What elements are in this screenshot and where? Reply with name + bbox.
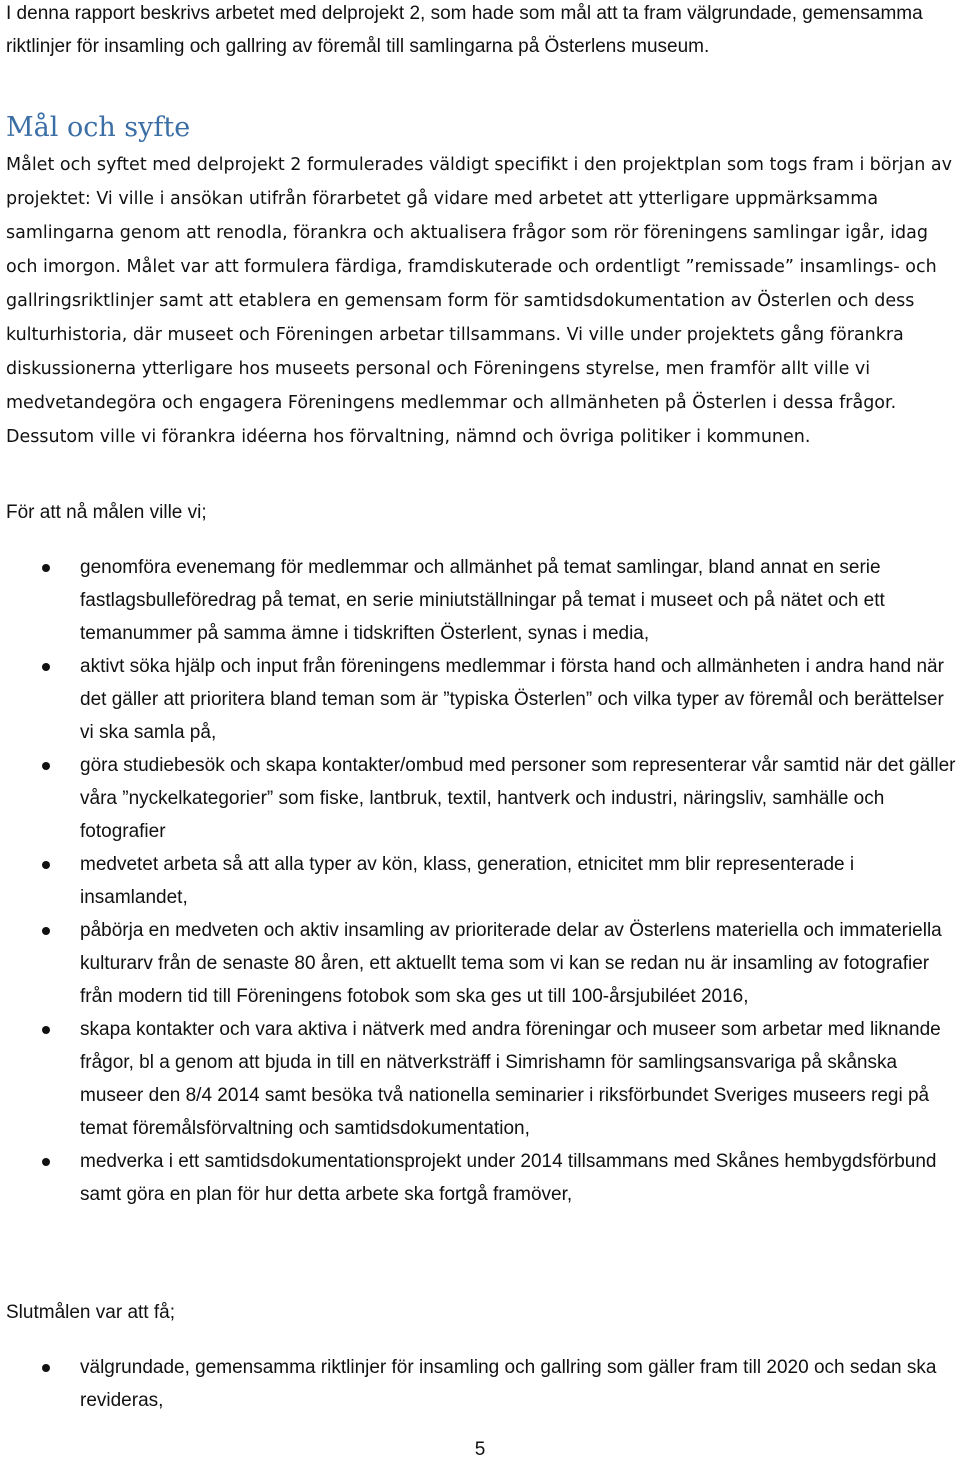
list-item: aktivt söka hjälp och input från föreningens medlemmar i första hand och allmänheten i andra hand när det gäller att prioritera bland teman som är ”typiska Österlen” och vilka typer av föremål och berättelser vi ska samla på, [0,650,960,749]
bullet-icon [42,1026,50,1034]
list-item: välgrundade, gemensamma riktlinjer för insamling och gallring som gäller fram till 2020 och sedan ska revideras, [0,1351,960,1417]
page-number: 5 [474,1439,486,1460]
bullet-icon [42,861,50,869]
means-lead: För att nå målen ville vi; [6,502,207,523]
intro-paragraph: I denna rapport beskrivs arbetet med delprojekt 2, som hade som mål att ta fram välgrundade, gemensamma riktlinjer för insamling och gallring av föremål till samlingarna på Österlens museum. [6,3,923,57]
list-item: påbörja en medveten och aktiv insamling av prioriterade delar av Österlens materiella och immateriella kulturarv från de senaste 80 åren, ett aktuellt tema som vi kan se redan nu är insamling av fotografier från modern tid till Föreningens fotobok som ska ges ut till 100-årsjubiléet 2016, [0,914,960,1013]
bullet-icon [42,663,50,671]
means-list [0,551,960,1211]
list-item: medverka i ett samtidsdokumentationsprojekt under 2014 tillsammans med Skånes hembygdsförbund samt göra en plan för hur detta arbete ska fortgå framöver, [0,1145,960,1211]
bullet-icon [42,927,50,935]
bullet-icon [42,1158,50,1166]
list-item: genomföra evenemang för medlemmar och allmänhet på temat samlingar, bland annat en serie fastlagsbulleföredrag på temat, en serie miniutställningar på temat i museet och på nätet och ett temanummer på samma ämne i tidskriften Österlent, synas i media, [0,551,960,650]
goal-paragraph-lead: Målet och syftet med delprojekt 2 formulerades väldigt specifikt i den projektplan som togs fram i [6,155,865,175]
goal-paragraph [6,148,958,454]
section-heading: Mål och syfte [6,112,191,143]
bullet-icon [42,1364,50,1372]
final-list [0,1351,960,1417]
list-item: göra studiebesök och skapa kontakter/ombud med personer som representerar vår samtid när det gäller våra ”nyckelkategorier” som fiske, lantbruk, textil, hantverk och industri, näringsliv, samhälle och fotografier [0,749,960,848]
final-lead: Slutmålen var att få; [6,1302,175,1323]
bullet-icon [42,762,50,770]
bullet-icon [42,564,50,572]
goal-paragraph-rest: början av projektet: Vi ville i ansökan utifrån förarbetet gå vidare med arbetet att ytterligare uppmärksamma samlingarna genom att renodla, förankra och aktualisera frågor som rör föreningens samlingar igår, idag och imorgon. Målet var att formulera färdiga, framdiskuterade och ordentligt ”remissade” insamlings- och gallringsriktlinjer samt att etablera en gemensam form för samtidsdokumentation av Österlen och dess kulturhistoria, där museet och Föreningen arbetar tillsammans. Vi ville under projektets gång förankra diskussionerna ytterligare hos museets personal och Föreningens styrelse, men framför allt ville vi medvetandegöra och engagera Föreningens medlemmar och allmänheten på Österlen i dessa frågor. Dessutom ville vi förankra idéerna hos förvaltning, nämnd och övriga politiker i kommunen. [6,155,952,447]
list-item: skapa kontakter och vara aktiva i nätverk med andra föreningar och museer som arbetar med liknande frågor, bl a genom att bjuda in till en nätverksträff i Simrishamn för samlingsansvariga på skånska museer den 8/4 2014 samt besöka två nationella seminarier i riksförbundet Sveriges museers regi på temat föremålsförvaltning och samtidsdokumentation, [0,1013,960,1145]
list-item: medvetet arbeta så att alla typer av kön, klass, generation, etnicitet mm blir representerade i insamlandet, [0,848,960,914]
